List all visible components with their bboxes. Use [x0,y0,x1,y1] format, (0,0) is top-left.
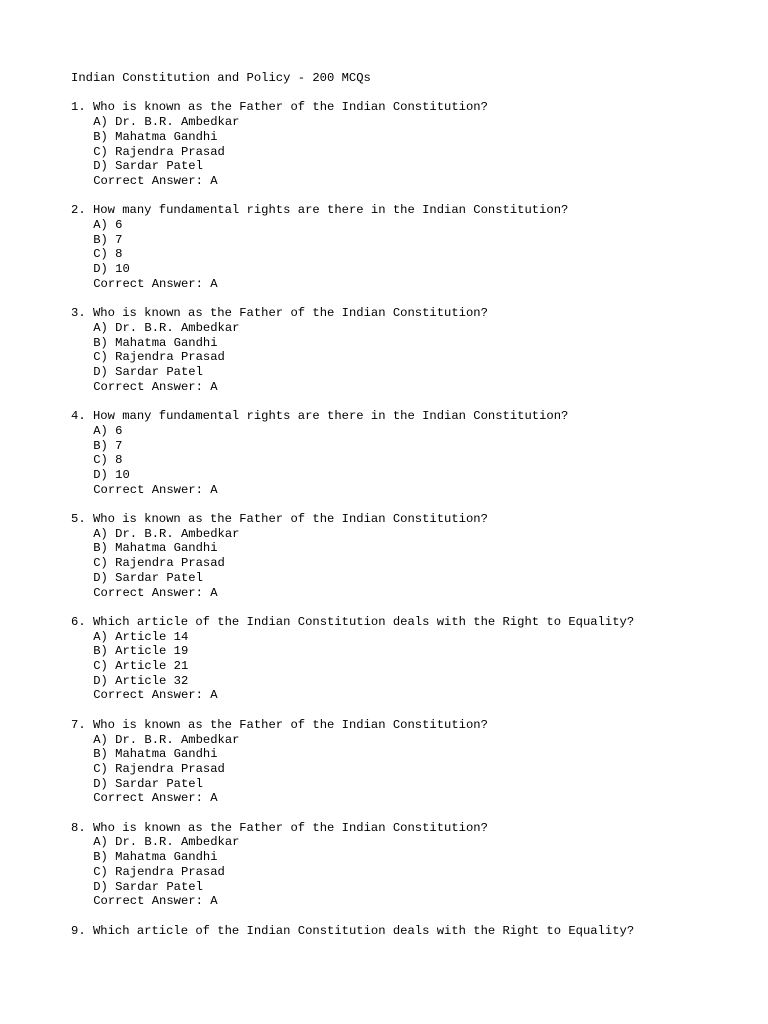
question-prompt: How many fundamental rights are there in the Indian Constitution? [92,409,569,424]
question-text [71,203,751,218]
question-text [71,409,751,424]
document-title: Indian Constitution and Policy - 200 MCQs [71,71,371,85]
question-text [71,100,751,115]
question-number: 8. [71,820,86,835]
answer-option: B) Mahatma Gandhi [93,335,218,350]
question-text [71,924,751,939]
question-number: 2. [71,203,86,218]
answer-option: C) Rajendra Prasad [93,864,225,879]
question-number: 1. [71,100,86,115]
correct-answer: Correct Answer: A [93,585,218,600]
question-number: 4. [71,409,86,424]
answer-option: D) Sardar Patel [93,570,203,585]
answer-option: B) Mahatma Gandhi [93,747,218,762]
question-text [71,821,751,836]
question-number: 9. [71,923,86,938]
question-block [71,409,751,497]
question-text [71,718,751,733]
answer-option: B) Mahatma Gandhi [93,850,218,865]
answer-option: A) Dr. B.R. Ambedkar [93,320,240,335]
correct-answer: Correct Answer: A [93,791,218,806]
question-prompt: Who is known as the Father of the Indian Constitution? [92,306,488,321]
answer-option: B) Mahatma Gandhi [93,129,218,144]
answer-option: D) Sardar Patel [93,879,203,894]
answer-option: C) Rajendra Prasad [93,556,225,571]
answer-option: C) 8 [93,453,123,468]
answer-option: C) Rajendra Prasad [93,761,225,776]
question-prompt: Who is known as the Father of the Indian Constitution? [92,100,488,115]
answer-option: B) Mahatma Gandhi [93,541,218,556]
answer-option: D) 10 [93,467,130,482]
question-number: 6. [71,614,86,629]
answer-option: B) 7 [93,232,123,247]
question-prompt: How many fundamental rights are there in the Indian Constitution? [92,203,569,218]
correct-answer: Correct Answer: A [93,482,218,497]
question-number: 7. [71,717,86,732]
question-prompt: Which article of the Indian Constitution deals with the Right to Equality? [92,614,635,629]
answer-option: B) 7 [93,438,123,453]
question-block [71,718,751,806]
correct-answer: Correct Answer: A [93,276,218,291]
question-number: 5. [71,512,86,527]
question-block [71,512,751,600]
answer-option: A) Dr. B.R. Ambedkar [93,835,240,850]
answer-option: D) 10 [93,262,130,277]
answer-option: A) Dr. B.R. Ambedkar [93,732,240,747]
answer-option: C) 8 [93,247,123,262]
correct-answer: Correct Answer: A [93,379,218,394]
correct-answer: Correct Answer: A [93,688,218,703]
question-text [71,306,751,321]
answer-option: A) Dr. B.R. Ambedkar [93,526,240,541]
question-block [71,615,751,703]
question-block [71,203,751,291]
question-prompt: Who is known as the Father of the Indian Constitution? [92,717,488,732]
answer-option: C) Rajendra Prasad [93,144,225,159]
question-text [71,615,751,630]
question-block [71,100,751,188]
answer-option: D) Sardar Patel [93,776,203,791]
answer-option: A) Article 14 [93,629,189,644]
question-list [71,100,751,938]
answer-option: C) Article 21 [93,659,189,674]
question-prompt: Which article of the Indian Constitution deals with the Right to Equality? [92,923,635,938]
question-block [71,821,751,909]
answer-option: B) Article 19 [93,644,189,659]
question-prompt: Who is known as the Father of the Indian Constitution? [92,512,488,527]
answer-option: C) Rajendra Prasad [93,350,225,365]
question-text [71,512,751,527]
answer-option: A) 6 [93,423,123,438]
question-block [71,306,751,394]
answer-option: D) Sardar Patel [93,365,203,380]
correct-answer: Correct Answer: A [93,894,218,909]
question-number: 3. [71,306,86,321]
answer-option: D) Sardar Patel [93,159,203,174]
correct-answer: Correct Answer: A [93,173,218,188]
document-page [71,71,751,953]
question-block [71,924,751,939]
answer-option: A) Dr. B.R. Ambedkar [93,115,240,130]
question-prompt: Who is known as the Father of the Indian Constitution? [92,820,488,835]
answer-option: A) 6 [93,218,123,232]
answer-option: D) Article 32 [93,673,189,688]
